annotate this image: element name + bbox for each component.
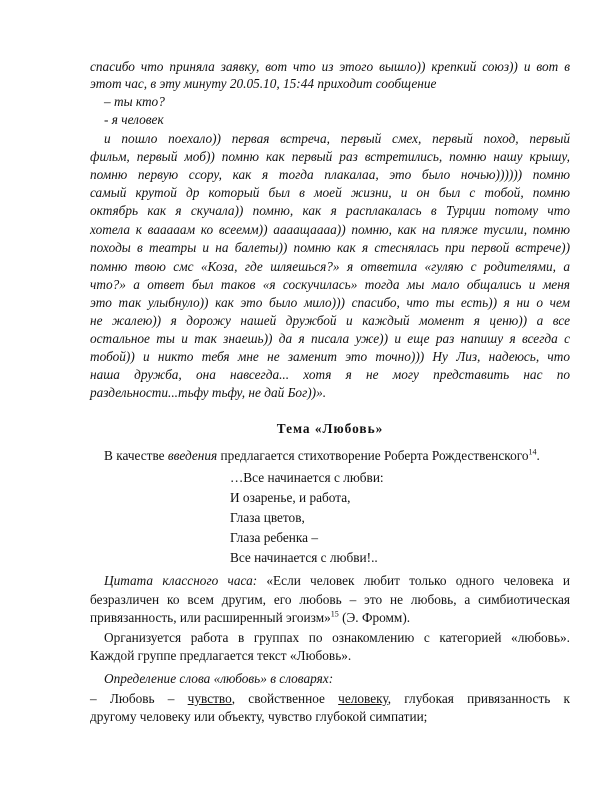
intro-after: предлагается стихотворение Роберта Рождественского — [217, 448, 529, 463]
quote-label: Цитата классного часа: — [104, 573, 258, 588]
footnote-ref: 14 — [528, 447, 537, 457]
definition-text: , глубокая привязанность к — [387, 691, 571, 706]
poem-line: Глаза цветов, — [230, 510, 305, 525]
letter-line: не жалею)) я дорожу нашей дружбой и каждый момент я ценю)) а все — [90, 313, 570, 328]
link-cheloveku[interactable]: человеку — [338, 691, 388, 706]
letter-line: - я человек — [104, 112, 164, 127]
section-title: Тема «Любовь» — [276, 421, 384, 436]
quote-author: (Э. Фромм). — [338, 610, 411, 625]
poem-line: И озаренье, и работа, — [230, 490, 351, 505]
letter-line: тобой)) и никто тебя мне не заменит это точно))) Ну Лиз, надеюсь, что — [90, 349, 570, 364]
letter-line: спасибо что приняла заявку, вот что из этого вышло)) крепкий союз)) и вот в — [90, 59, 570, 74]
letter-line: раздельности...тьфу тьфу, не дай Бог))». — [90, 385, 327, 400]
letter-line: самый крутой др который был в моей жизни, и он был с тобой, помню — [90, 185, 570, 200]
letter-line: помню первую ссору, как я тогда плакалаа, это было ночью)))))) помню — [90, 167, 570, 182]
definition-text: – Любовь – — [90, 691, 188, 706]
definition-text: , свойственное — [231, 691, 339, 706]
definition-heading: Определение слова «любовь» в словарях: — [104, 671, 334, 686]
poem — [230, 468, 384, 568]
intro-em: введения — [167, 448, 218, 463]
poem-line: …Все начинается с любви: — [230, 470, 384, 485]
groups-line: Организуется работа в группах по ознакомлению с категорией «любовь». — [104, 630, 570, 645]
letter-line: остальное ты и так знаешь)) да я писала уже)) и еще раз напишу я всегда с — [90, 331, 570, 346]
letter-line: фильм, первый моб)) помню как первый раз встретились, помню нашу крышу, — [90, 149, 570, 164]
letter-line: этот час, в эту минуту 20.05.10, 15:44 приходит сообщение — [90, 76, 437, 91]
definition-line — [90, 690, 570, 707]
intro-before: В качестве — [104, 448, 168, 463]
poem-line: Глаза ребенка – — [230, 530, 318, 545]
letter-line: что?» а ответ был таков «я соскучилась» тогда мы мало общались и меня — [90, 277, 570, 292]
groups-line: Каждой группе предлагается текст «Любовь». — [90, 648, 352, 663]
footnote-ref: 15 — [330, 609, 339, 619]
letter-line: наша дружба, она навсегда... хотя я не могу представить нас по — [90, 367, 570, 382]
letter-line: помню твою смс «Коза, где шляешься?» я ответила «гуляю с родителями, а — [90, 259, 570, 274]
letter-line: и пошло поехало)) первая встреча, первый смех, первый поход, первый — [104, 131, 570, 146]
intro-end: . — [536, 448, 540, 463]
letter-line: октябрь как я скучала)) помню, как я расплакалась в Турции потому что — [90, 203, 570, 218]
link-chuvstvo[interactable]: чувство — [187, 691, 232, 706]
letter-line: это так улыбнуло)) как это было мило))) спасибо, что ты есть)) я ни о чем — [90, 295, 570, 310]
quote-line — [90, 572, 570, 589]
letter-line: хотела к вааааам ко всеемм)) аааащаааа)) помню, как на пляже тусили, помню — [90, 222, 570, 237]
letter-line: походы в театры и на балеты)) помню как я стеснялась при первой встрече)) — [90, 240, 570, 255]
quote-line: безразличен ко всем другим, его любовь – это не любовь, а симбиотическая — [90, 592, 570, 607]
quote-text: «Если человек любит только одного человека и — [257, 573, 570, 588]
letter-line: – ты кто? — [104, 94, 165, 109]
poem-line: Все начинается с любви!.. — [230, 550, 378, 565]
intro-paragraph — [90, 447, 584, 464]
quote-text: привязанность, или расширенный эгоизм» — [90, 610, 331, 625]
definition-line: другому человеку или объекту, чувство глубокой симпатии; — [90, 709, 428, 724]
quote-line — [90, 609, 570, 626]
